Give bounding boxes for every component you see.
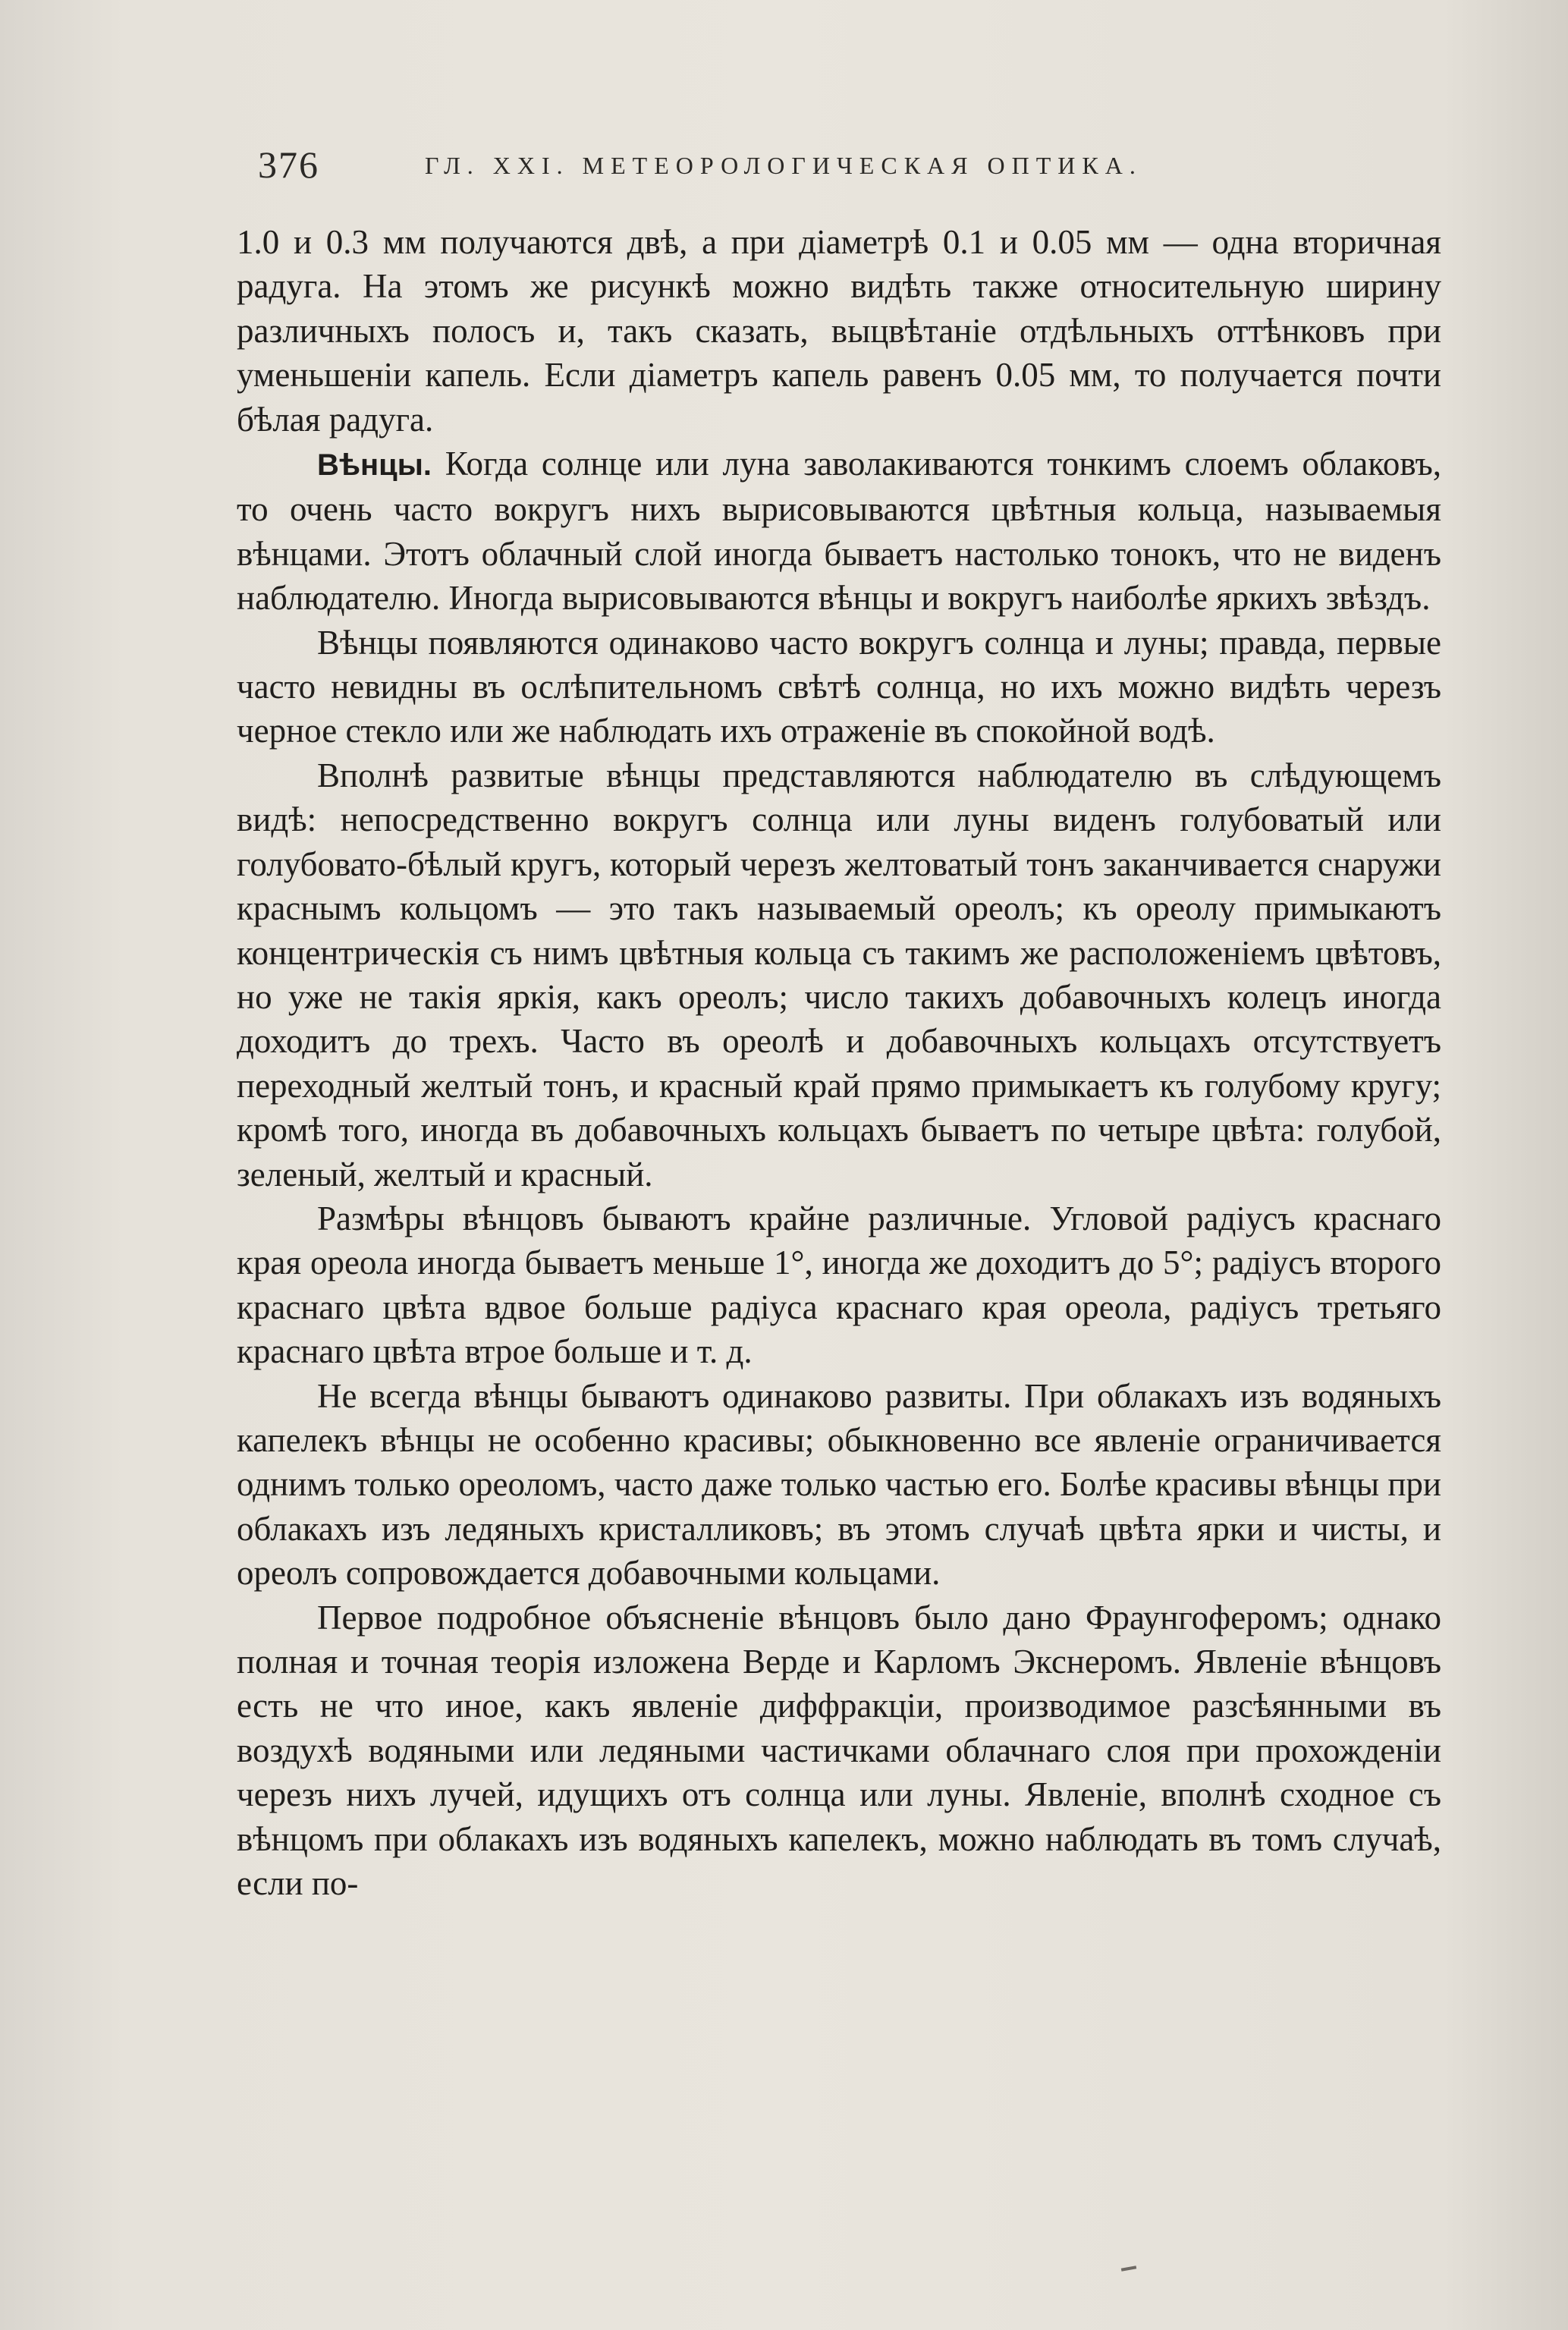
paragraph-development: Не всегда вѣнцы бываютъ одинаково развиты. При облакахъ изъ водяныхъ капелекъ вѣнцы не особенно красивы; обыкновенно все явленіе ограничивается однимъ только ореоломъ, часто даже только частью его. Болѣе красивы вѣнцы при облакахъ изъ ледяныхъ кристалликовъ; въ этомъ случаѣ цвѣта ярки и чисты, и ореолъ сопровождается добавочными кольцами.: [237, 1376, 1441, 1593]
section-heading: Вѣнцы.: [317, 448, 432, 483]
running-head: ГЛ. XXI. МЕТЕОРОЛОГИЧЕСКАЯ ОПТИКА.: [425, 152, 1142, 179]
paragraph-explanation: Первое подробное объясненіе вѣнцовъ было дано Фраунгоферомъ; однако полная и точная теорія изложена Верде и Карломъ Экснеромъ. Явленіе вѣнцовъ есть не что иное, какъ явленіе диффракціи, производимое разсѣянными въ воздухѣ водяными или ледяными частичками облачнаго слоя при прохожденіи черезъ нихъ лучей, идущихъ отъ солнца или луны. Явленіе, вполнѣ сходное съ вѣнцомъ при облакахъ изъ водяныхъ капелекъ, можно наблюдать въ томъ случаѣ, если по-: [237, 1598, 1441, 1903]
ink-mark: [1121, 2266, 1136, 2271]
paragraph-coronas-intro-text: Когда солнце или луна заволакиваются тонкимъ слоемъ облаковъ, то очень часто вокругъ нихъ вырисовываются цвѣтныя кольца, называемыя вѣнцами. Этотъ облачный слой иногда бываетъ настолько тонокъ, что не виденъ наблюдателю. Иногда вырисовываются вѣнцы и вокругъ наиболѣе яркихъ звѣздъ.: [237, 445, 1441, 618]
paragraph-corona-sizes: Размѣры вѣнцовъ бываютъ крайне различные. Угловой радіусъ краснаго края ореола иногда бываетъ меньше 1°, иногда же доходитъ до 5°; радіусъ второго краснаго цвѣта вдвое больше радіуса краснаго края ореола, радіусъ третьяго краснаго цвѣта втрое больше и т. д.: [237, 1199, 1441, 1371]
paragraph-developed-coronas: Вполнѣ развитые вѣнцы представляются наблюдателю въ слѣдующемъ видѣ: непосредственно вокругъ солнца или луны виденъ голубоватый или голубовато-бѣлый кругъ, который черезъ желтоватый тонъ заканчивается снаружи краснымъ кольцомъ — это такъ называемый ореолъ; къ ореолу примыкаютъ концентрическія съ нимъ цвѣтныя кольца съ такимъ же расположеніемъ цвѣтовъ, но уже не такія яркія, какъ ореолъ; число такихъ добавочныхъ колецъ иногда доходитъ до трехъ. Часто въ ореолѣ и добавочныхъ кольцахъ отсутствуетъ переходный желтый тонъ, и красный край прямо примыкаетъ къ голубому кругу; кромѣ того, иногда въ добавочныхъ кольцахъ бываетъ по четыре цвѣта: голубой, зеленый, желтый и красный.: [237, 756, 1441, 1193]
body-text: [237, 220, 1441, 1905]
paragraph-rainbow-continued: 1.0 и 0.3 мм получаются двѣ, а при діаметрѣ 0.1 и 0.05 мм — одна вторичная радуга. На этомъ же рисункѣ можно видѣть также относительную ширину различныхъ полосъ и, такъ сказать, выцвѣтаніе отдѣльныхъ оттѣнковъ при уменьшеніи капель. Если діаметръ капель равенъ 0.05 мм, то получается почти бѣлая радуга.: [237, 223, 1441, 439]
page-header: [258, 143, 1441, 188]
paragraph-coronas-intro: [237, 442, 1441, 621]
paragraph-sun-moon: Вѣнцы появляются одинаково часто вокругъ солнца и луны; правда, первые часто невидны въ ослѣпительномъ свѣтѣ солнца, но ихъ можно видѣть черезъ черное стекло или же наблюдать ихъ отраженіе въ спокойной водѣ.: [237, 623, 1441, 750]
page-number: 376: [258, 143, 319, 186]
